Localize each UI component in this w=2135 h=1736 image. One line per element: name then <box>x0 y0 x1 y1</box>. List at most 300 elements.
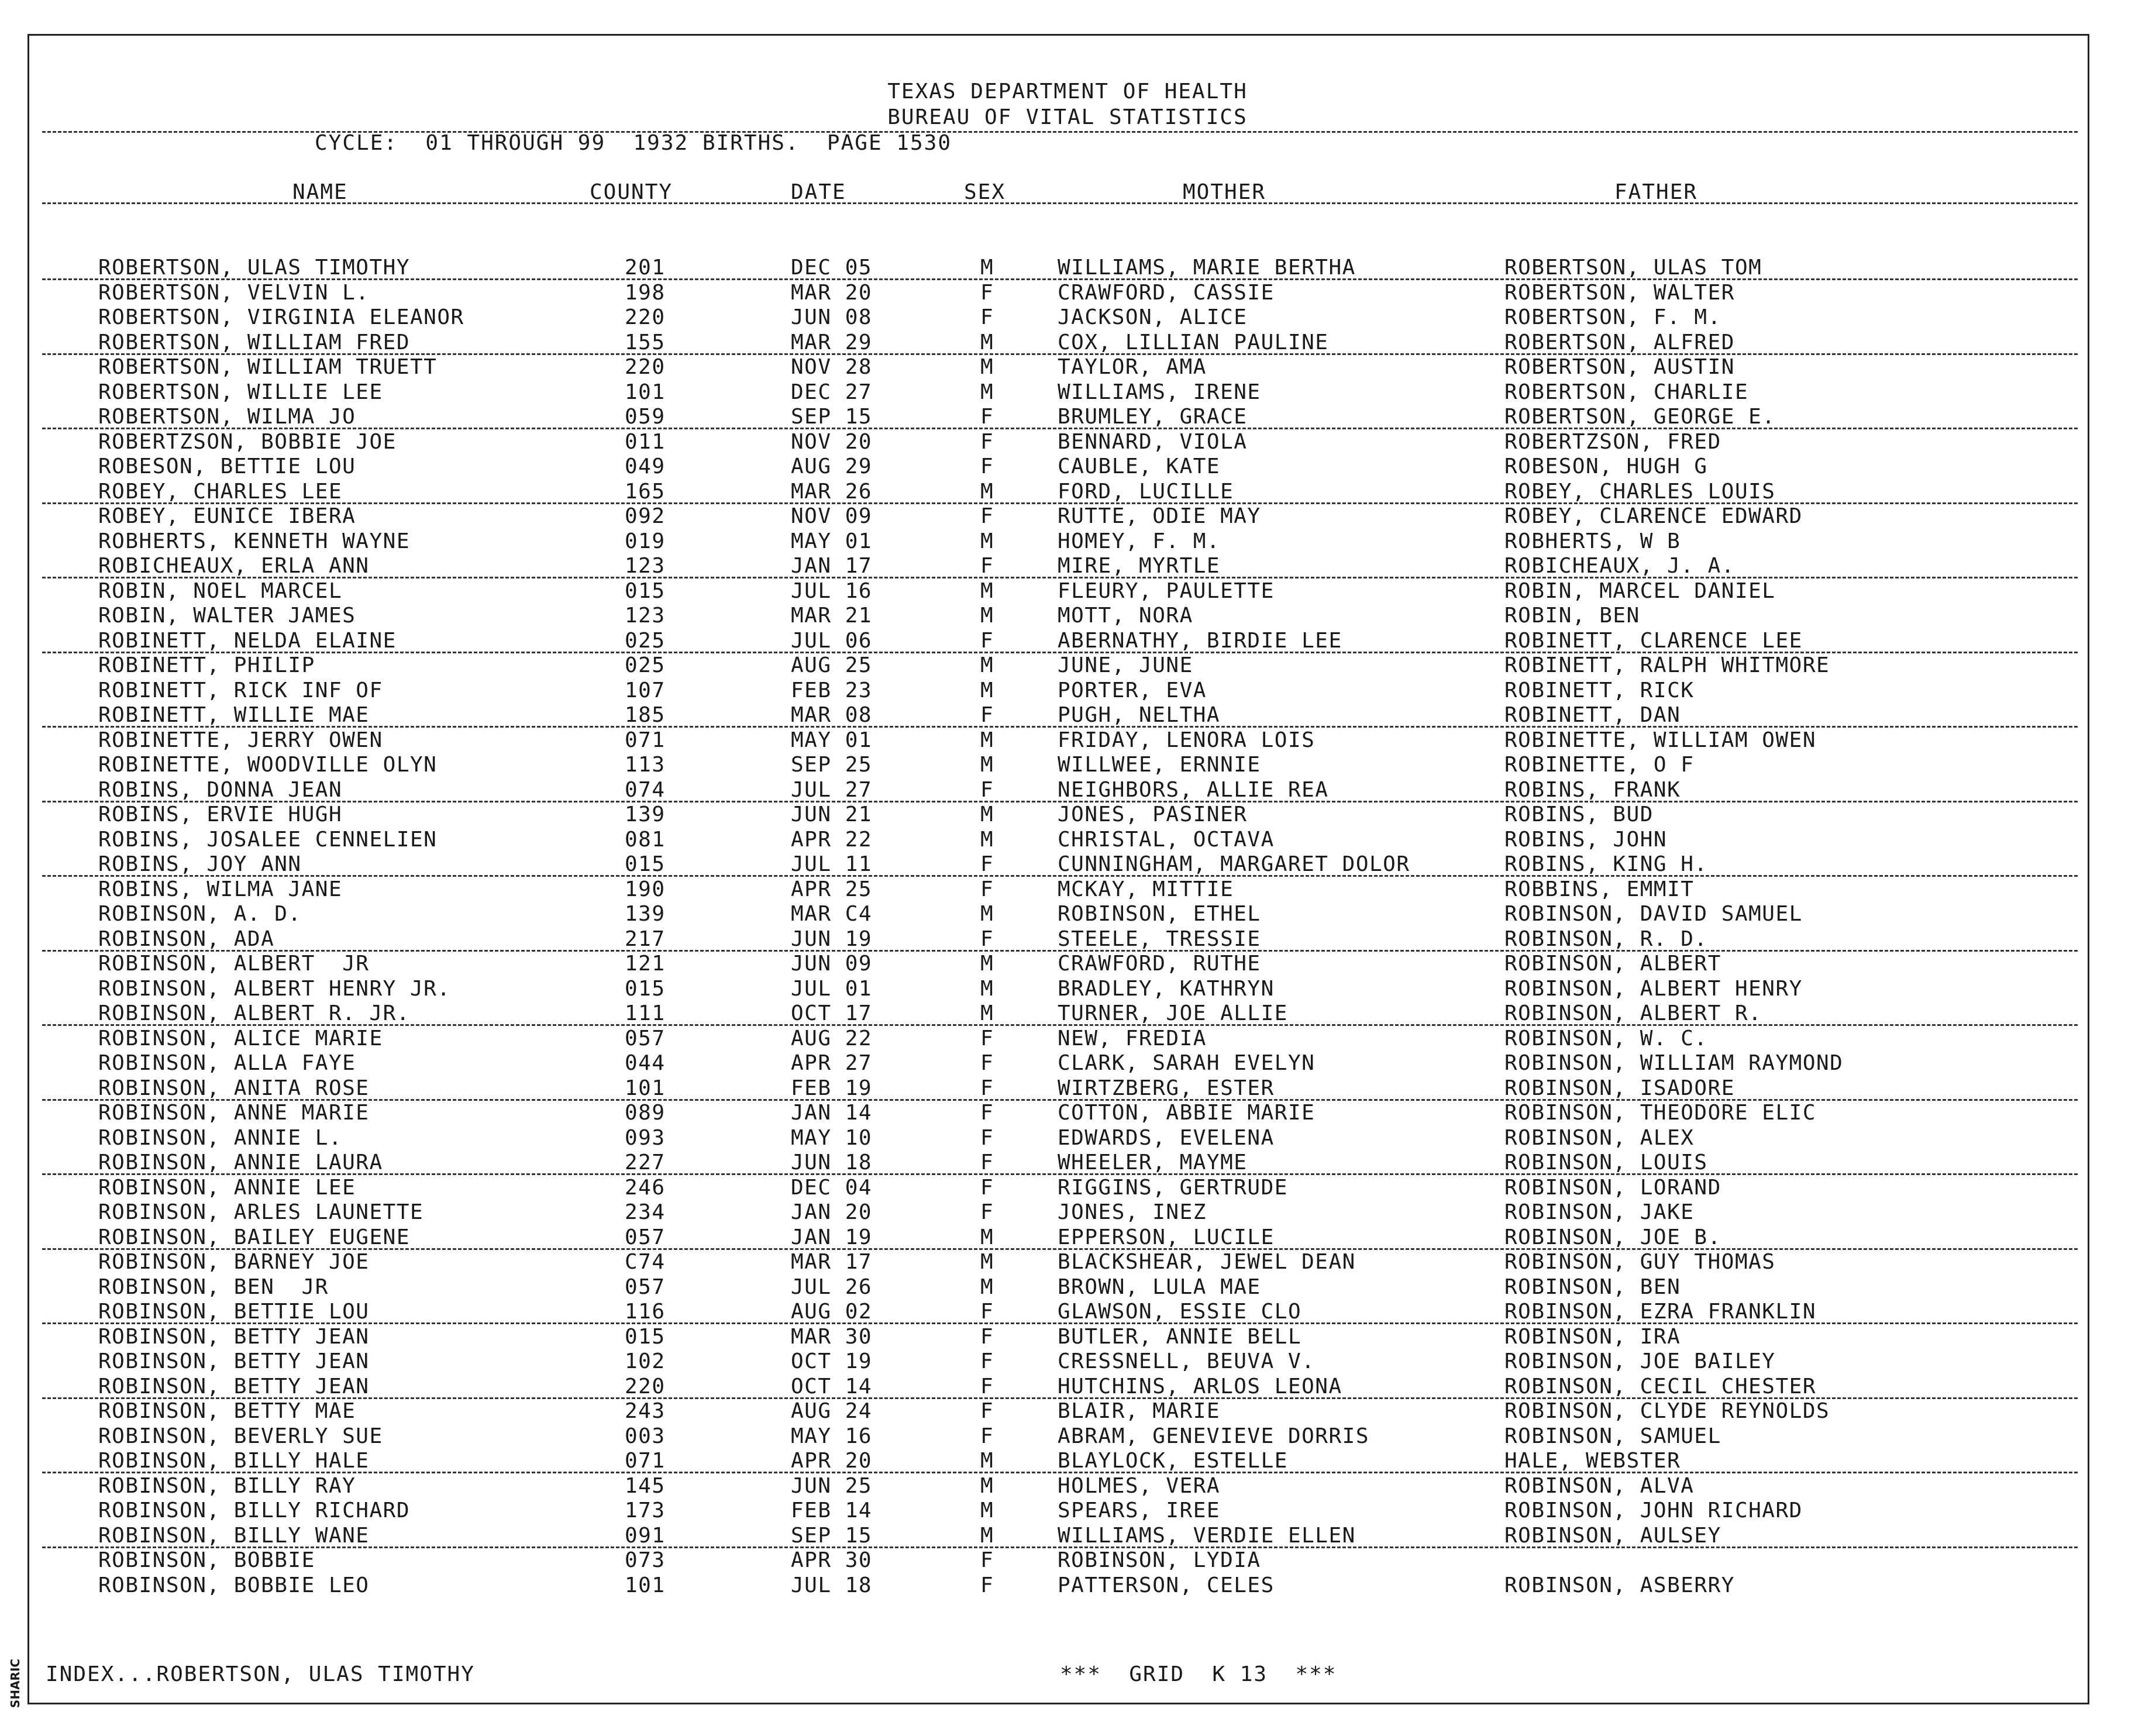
record-name: ROBINSON, ANNIE L. <box>98 1125 343 1150</box>
record-date: APR 22 <box>791 827 873 852</box>
record-name: ROBHERTS, KENNETH WAYNE <box>98 529 410 553</box>
record-mother: ROBINSON, LYDIA <box>1058 1548 1261 1572</box>
record-mother: BLAYLOCK, ESTELLE <box>1058 1449 1288 1473</box>
record-mother: PATTERSON, CELES <box>1058 1573 1275 1597</box>
record-sex: F <box>980 1125 994 1150</box>
record-date: MAY 01 <box>791 529 873 553</box>
record-county: 123 <box>625 554 666 578</box>
record-row <box>0 777 2135 802</box>
record-county: 246 <box>625 1175 666 1200</box>
record-father: ROBINETTE, WILLIAM OWEN <box>1504 728 1816 752</box>
record-date: FEB 19 <box>791 1076 873 1100</box>
record-date: NOV 09 <box>791 504 873 528</box>
record-county: 073 <box>625 1548 666 1572</box>
record-date: JUN 18 <box>791 1151 873 1174</box>
record-sex: F <box>980 628 994 653</box>
record-mother: BROWN, LULA MAE <box>1058 1275 1261 1299</box>
record-father: ROBINSON, JAKE <box>1504 1200 1695 1224</box>
record-mother: BENNARD, VIOLA <box>1058 429 1248 454</box>
record-row <box>0 354 2135 380</box>
record-sex: M <box>980 976 994 1001</box>
record-row <box>0 1473 2135 1499</box>
record-father: ROBERTSON, CHARLIE <box>1504 380 1749 404</box>
record-father: ROBINSON, AULSEY <box>1504 1523 1721 1548</box>
record-row <box>0 429 2135 454</box>
record-name: ROBINS, DONNA JEAN <box>98 777 343 802</box>
record-sex: M <box>980 578 994 603</box>
record-row <box>0 1374 2135 1399</box>
record-county: 081 <box>625 827 666 852</box>
record-sex: F <box>980 1300 994 1324</box>
record-row <box>0 479 2135 504</box>
side-stamp-text: SHARIC <box>8 1658 22 1709</box>
record-sex: F <box>980 852 994 876</box>
record-mother: BLAIR, MARIE <box>1058 1399 1221 1423</box>
record-sex: M <box>980 728 994 752</box>
record-sex: M <box>980 355 994 379</box>
record-father: ROBERTSON, WALTER <box>1504 280 1735 305</box>
record-father: ROBERTSON, ULAS TOM <box>1504 256 1762 280</box>
record-date: FEB 14 <box>791 1499 873 1523</box>
record-father: ROBINETT, RICK <box>1504 678 1695 702</box>
record-date: AUG 29 <box>791 454 873 478</box>
record-row <box>0 1424 2135 1449</box>
record-mother: JONES, PASINER <box>1058 802 1248 826</box>
record-row <box>0 603 2135 628</box>
record-mother: JONES, INEZ <box>1058 1200 1207 1224</box>
record-date: OCT 19 <box>791 1349 873 1373</box>
record-name: ROBEY, EUNICE IBERA <box>98 504 356 528</box>
record-mother: ROBINSON, ETHEL <box>1058 902 1261 926</box>
record-date: JUN 21 <box>791 802 873 826</box>
record-mother: JUNE, JUNE <box>1058 653 1193 677</box>
record-name: ROBINS, ERVIE HUGH <box>98 802 343 826</box>
record-county: 111 <box>625 1001 666 1025</box>
record-name: ROBINSON, ANNE MARIE <box>98 1101 370 1125</box>
record-row <box>0 1299 2135 1324</box>
record-county: 201 <box>625 256 666 280</box>
record-county: 116 <box>625 1300 666 1324</box>
record-mother: WILLIAMS, MARIE BERTHA <box>1058 256 1356 280</box>
record-row <box>0 1324 2135 1349</box>
record-date: MAR 21 <box>791 604 873 628</box>
record-date: JUL 01 <box>791 976 873 1001</box>
record-date: MAR 20 <box>791 280 873 305</box>
record-sex: F <box>980 1324 994 1349</box>
record-father: ROBINSON, LOUIS <box>1504 1151 1708 1174</box>
record-name: ROBINSON, BETTY JEAN <box>98 1324 370 1349</box>
record-county: 190 <box>625 877 666 901</box>
record-mother: BUTLER, ANNIE BELL <box>1058 1324 1302 1349</box>
record-mother: FORD, LUCILLE <box>1058 479 1234 504</box>
record-mother: EDWARDS, EVELENA <box>1058 1125 1275 1150</box>
record-sex: F <box>980 1200 994 1224</box>
record-father: ROBERTSON, F. M. <box>1504 305 1721 329</box>
record-father: ROBINSON, CLYDE REYNOLDS <box>1504 1399 1830 1423</box>
record-sex: F <box>980 877 994 901</box>
record-date: AUG 24 <box>791 1399 873 1423</box>
record-sex: M <box>980 678 994 702</box>
record-father: ROBINSON, ALEX <box>1504 1125 1695 1150</box>
record-name: ROBERTSON, VIRGINIA ELEANOR <box>98 305 464 329</box>
record-date: DEC 04 <box>791 1175 873 1200</box>
record-date: MAR 30 <box>791 1324 873 1349</box>
record-sex: M <box>980 1275 994 1299</box>
record-sex: F <box>980 1399 994 1423</box>
record-county: 011 <box>625 429 666 454</box>
record-sex: M <box>980 479 994 504</box>
record-sex: F <box>980 280 994 305</box>
record-mother: SPEARS, IREE <box>1058 1499 1221 1523</box>
record-name: ROBEY, CHARLES LEE <box>98 479 343 504</box>
record-date: DEC 27 <box>791 380 873 404</box>
record-county: 185 <box>625 703 666 727</box>
record-sex: F <box>980 554 994 578</box>
record-sex: F <box>980 1051 994 1075</box>
record-sex: M <box>980 1001 994 1025</box>
record-sex: F <box>980 429 994 454</box>
record-name: ROBINSON, BETTY MAE <box>98 1399 356 1423</box>
bureau-title: BUREAU OF VITAL STATISTICS <box>887 105 1248 129</box>
record-county: 220 <box>625 305 666 329</box>
record-name: ROBERTSON, WILLIAM TRUETT <box>98 355 438 379</box>
record-mother: CUNNINGHAM, MARGARET DOLOR <box>1058 852 1410 876</box>
record-name: ROBINS, JOSALEE CENNELIEN <box>98 827 438 852</box>
record-name: ROBINSON, ANITA ROSE <box>98 1076 370 1100</box>
record-sex: F <box>980 1374 994 1399</box>
record-father: ROBIN, BEN <box>1504 604 1640 628</box>
record-county: 217 <box>625 926 666 951</box>
record-row <box>0 1125 2135 1151</box>
record-row <box>0 529 2135 554</box>
record-row <box>0 1076 2135 1101</box>
record-county: 074 <box>625 777 666 802</box>
record-father: ROBINS, JOHN <box>1504 827 1668 852</box>
record-sex: F <box>980 1424 994 1448</box>
record-mother: RUTTE, ODIE MAY <box>1058 504 1261 528</box>
record-sex: F <box>980 926 994 951</box>
record-sex: M <box>980 827 994 852</box>
record-father: ROBINSON, EZRA FRANKLIN <box>1504 1300 1816 1324</box>
record-county: 139 <box>625 902 666 926</box>
record-father: ROBINSON, LORAND <box>1504 1175 1721 1200</box>
record-name: ROBINSON, ANNIE LEE <box>98 1175 356 1200</box>
record-county: 015 <box>625 1324 666 1349</box>
record-name: ROBINSON, A. D. <box>98 902 302 926</box>
record-date: JUL 16 <box>791 578 873 603</box>
record-father: ROBINSON, CECIL CHESTER <box>1504 1374 1816 1399</box>
record-sex: M <box>980 1523 994 1548</box>
record-mother: EPPERSON, LUCILE <box>1058 1225 1275 1249</box>
record-date: JAN 17 <box>791 554 873 578</box>
record-date: JAN 14 <box>791 1101 873 1125</box>
record-county: 198 <box>625 280 666 305</box>
record-father: ROBBINS, EMMIT <box>1504 877 1695 901</box>
record-county: 107 <box>625 678 666 702</box>
record-sex: M <box>980 902 994 926</box>
record-name: ROBERTZSON, BOBBIE JOE <box>98 429 397 454</box>
record-sex: F <box>980 504 994 528</box>
record-county: 220 <box>625 355 666 379</box>
record-father: ROBESON, HUGH G <box>1504 454 1708 478</box>
record-row <box>0 702 2135 728</box>
record-father: ROBERTSON, AUSTIN <box>1504 355 1735 379</box>
record-father: ROBINSON, SAMUEL <box>1504 1424 1721 1448</box>
record-county: 093 <box>625 1125 666 1150</box>
record-county: 057 <box>625 1275 666 1299</box>
record-father: ROBINSON, JOE B. <box>1504 1225 1721 1249</box>
record-sex: F <box>980 305 994 329</box>
record-row <box>0 1150 2135 1175</box>
record-mother: COTTON, ABBIE MARIE <box>1058 1101 1316 1125</box>
record-county: 071 <box>625 1449 666 1473</box>
record-date: JUL 26 <box>791 1275 873 1299</box>
record-father: ROBINS, FRANK <box>1504 777 1681 802</box>
record-mother: WILLIAMS, VERDIE ELLEN <box>1058 1523 1356 1548</box>
record-county: 025 <box>625 653 666 677</box>
column-header-sex: SEX <box>964 180 1006 204</box>
record-father: ROBINSON, ISADORE <box>1504 1076 1735 1100</box>
record-date: MAR 29 <box>791 330 873 354</box>
record-county: 092 <box>625 504 666 528</box>
record-name: ROBERTSON, WILLIE LEE <box>98 380 383 404</box>
record-row <box>0 504 2135 529</box>
record-father: ROBINSON, GUY THOMAS <box>1504 1250 1776 1274</box>
record-date: MAR 26 <box>791 479 873 504</box>
record-name: ROBIN, NOEL MARCEL <box>98 578 343 603</box>
record-row <box>0 752 2135 777</box>
record-date: MAY 16 <box>791 1424 873 1448</box>
record-county: 057 <box>625 1225 666 1249</box>
record-date: APR 27 <box>791 1051 873 1075</box>
record-date: JUN 09 <box>791 952 873 976</box>
record-mother: BRADLEY, KATHRYN <box>1058 976 1275 1001</box>
record-county: 003 <box>625 1424 666 1448</box>
record-date: JUL 06 <box>791 628 873 653</box>
record-row <box>0 976 2135 1001</box>
record-date: JUL 11 <box>791 852 873 876</box>
record-row <box>0 1498 2135 1523</box>
record-sex: F <box>980 1076 994 1100</box>
record-sex: F <box>980 777 994 802</box>
record-row <box>0 553 2135 578</box>
record-name: ROBINSON, BILLY RICHARD <box>98 1499 410 1523</box>
record-father: HALE, WEBSTER <box>1504 1449 1681 1473</box>
record-mother: COX, LILLIAN PAULINE <box>1058 330 1329 354</box>
record-name: ROBESON, BETTIE LOU <box>98 454 356 478</box>
record-name: ROBINETT, PHILIP <box>98 653 315 677</box>
record-row <box>0 1523 2135 1548</box>
record-date: MAY 01 <box>791 728 873 752</box>
record-sex: M <box>980 653 994 677</box>
record-county: 015 <box>625 852 666 876</box>
record-father: ROBINETT, DAN <box>1504 703 1681 727</box>
record-father: ROBEY, CHARLES LOUIS <box>1504 479 1776 504</box>
record-county: 139 <box>625 802 666 826</box>
record-name: ROBINS, WILMA JANE <box>98 877 343 901</box>
record-row <box>0 951 2135 976</box>
record-sex: M <box>980 604 994 628</box>
record-county: 102 <box>625 1349 666 1373</box>
record-father: ROBINSON, WILLIAM RAYMOND <box>1504 1051 1844 1075</box>
record-row <box>0 827 2135 852</box>
record-date: DEC 05 <box>791 256 873 280</box>
department-title: TEXAS DEPARTMENT OF HEALTH <box>887 80 1248 104</box>
record-father: ROBHERTS, W B <box>1504 529 1681 553</box>
record-father: ROBINSON, IRA <box>1504 1324 1681 1349</box>
record-row <box>0 1100 2135 1125</box>
record-date: APR 20 <box>791 1449 873 1473</box>
record-row <box>0 280 2135 305</box>
record-county: C74 <box>625 1250 666 1274</box>
record-name: ROBINETT, WILLIE MAE <box>98 703 370 727</box>
record-name: ROBINSON, BILLY WANE <box>98 1523 370 1548</box>
record-name: ROBINSON, ALBERT JR <box>98 952 370 976</box>
column-header-mother: MOTHER <box>1183 180 1266 204</box>
record-county: 059 <box>625 405 666 429</box>
record-county: 025 <box>625 628 666 653</box>
record-name: ROBINETTE, WOODVILLE OLYN <box>98 753 438 777</box>
record-father: ROBINETTE, O F <box>1504 753 1695 777</box>
record-father: ROBINSON, ALBERT R. <box>1504 1001 1762 1025</box>
record-father: ROBINSON, ALBERT <box>1504 952 1721 976</box>
record-mother: HUTCHINS, ARLOS LEONA <box>1058 1374 1342 1399</box>
record-sex: F <box>980 1151 994 1174</box>
record-sex: M <box>980 256 994 280</box>
record-date: MAY 10 <box>791 1125 873 1150</box>
record-mother: ABRAM, GENEVIEVE DORRIS <box>1058 1424 1369 1448</box>
record-mother: NEW, FREDIA <box>1058 1026 1207 1050</box>
record-date: NOV 28 <box>791 355 873 379</box>
record-mother: HOMEY, F. M. <box>1058 529 1221 553</box>
record-row <box>0 454 2135 479</box>
record-father: ROBINSON, JOHN RICHARD <box>1504 1499 1803 1523</box>
column-header-date: DATE <box>791 180 846 204</box>
record-county: 015 <box>625 976 666 1001</box>
record-row <box>0 1399 2135 1424</box>
record-sex: M <box>980 1499 994 1523</box>
record-date: MAR C4 <box>791 902 873 926</box>
record-date: AUG 22 <box>791 1026 873 1050</box>
record-row <box>0 901 2135 926</box>
record-date: SEP 25 <box>791 753 873 777</box>
record-name: ROBINSON, BILLY HALE <box>98 1449 370 1473</box>
record-mother: CAUBLE, KATE <box>1058 454 1221 478</box>
record-row <box>0 1050 2135 1076</box>
record-name: ROBINSON, BAILEY EUGENE <box>98 1225 410 1249</box>
record-county: 101 <box>625 1076 666 1100</box>
record-row <box>0 877 2135 902</box>
record-name: ROBINSON, BOBBIE <box>98 1548 315 1572</box>
record-father: ROBINS, BUD <box>1504 802 1654 826</box>
record-row <box>0 578 2135 604</box>
record-sex: M <box>980 330 994 354</box>
record-county: 071 <box>625 728 666 752</box>
record-mother: TURNER, JOE ALLIE <box>1058 1001 1288 1025</box>
record-row <box>0 1275 2135 1300</box>
record-sex: M <box>980 753 994 777</box>
record-father: ROBERTSON, ALFRED <box>1504 330 1735 354</box>
record-name: ROBINSON, BOBBIE LEO <box>98 1573 370 1597</box>
record-mother: STEELE, TRESSIE <box>1058 926 1261 951</box>
record-father: ROBINSON, R. D. <box>1504 926 1708 951</box>
record-county: 015 <box>625 578 666 603</box>
cycle-line: CYCLE: 01 THROUGH 99 1932 BIRTHS. PAGE 1530 <box>315 131 952 155</box>
record-name: ROBINSON, BARNEY JOE <box>98 1250 370 1274</box>
record-row <box>0 926 2135 952</box>
record-father: ROBINSON, THEODORE ELIC <box>1504 1101 1816 1125</box>
grid-footer: *** GRID K 13 *** <box>1060 1662 1337 1686</box>
record-county: 044 <box>625 1051 666 1075</box>
record-row <box>0 802 2135 827</box>
record-date: APR 25 <box>791 877 873 901</box>
record-sex: F <box>980 1026 994 1050</box>
record-name: ROBINETT, RICK INF OF <box>98 678 383 702</box>
record-county: 123 <box>625 604 666 628</box>
record-row <box>0 1001 2135 1026</box>
record-row <box>0 330 2135 355</box>
record-date: JAN 19 <box>791 1225 873 1249</box>
index-footer: INDEX...ROBERTSON, ULAS TIMOTHY <box>46 1662 475 1686</box>
record-mother: NEIGHBORS, ALLIE REA <box>1058 777 1329 802</box>
record-father: ROBINSON, ALBERT HENRY <box>1504 976 1803 1001</box>
record-mother: CRAWFORD, RUTHE <box>1058 952 1261 976</box>
record-date: AUG 25 <box>791 653 873 677</box>
record-sex: M <box>980 1473 994 1498</box>
record-date: AUG 02 <box>791 1300 873 1324</box>
record-sex: M <box>980 1225 994 1249</box>
record-county: 173 <box>625 1499 666 1523</box>
record-mother: MCKAY, MITTIE <box>1058 877 1234 901</box>
record-mother: CRESSNELL, BEUVA V. <box>1058 1349 1316 1373</box>
record-date: MAR 17 <box>791 1250 873 1274</box>
record-father: ROBINSON, ASBERRY <box>1504 1573 1735 1597</box>
record-sex: F <box>980 405 994 429</box>
record-date: OCT 14 <box>791 1374 873 1399</box>
record-name: ROBIN, WALTER JAMES <box>98 604 356 628</box>
record-name: ROBINSON, ALICE MARIE <box>98 1026 383 1050</box>
record-name: ROBINSON, ALBERT R. JR. <box>98 1001 410 1025</box>
record-name: ROBINSON, BETTY JEAN <box>98 1349 370 1373</box>
record-date: APR 30 <box>791 1548 873 1572</box>
record-row <box>0 728 2135 753</box>
record-date: JUN 25 <box>791 1473 873 1498</box>
record-mother: HOLMES, VERA <box>1058 1473 1221 1498</box>
record-mother: BRUMLEY, GRACE <box>1058 405 1248 429</box>
record-name: ROBINSON, ALBERT HENRY JR. <box>98 976 451 1001</box>
record-mother: RIGGINS, GERTRUDE <box>1058 1175 1288 1200</box>
record-father: ROBERTSON, GEORGE E. <box>1504 405 1776 429</box>
record-mother: WIRTZBERG, ESTER <box>1058 1076 1275 1100</box>
record-name: ROBINETTE, JERRY OWEN <box>98 728 383 752</box>
record-row <box>0 380 2135 405</box>
record-sex: F <box>980 1548 994 1572</box>
record-name: ROBERTSON, WILLIAM FRED <box>98 330 410 354</box>
record-mother: MIRE, MYRTLE <box>1058 554 1221 578</box>
record-mother: WHEELER, MAYME <box>1058 1151 1248 1174</box>
record-date: JUL 18 <box>791 1573 873 1597</box>
record-mother: ABERNATHY, BIRDIE LEE <box>1058 628 1342 653</box>
record-county: 165 <box>625 479 666 504</box>
record-county: 089 <box>625 1101 666 1125</box>
record-row <box>0 1175 2135 1200</box>
record-father: ROBEY, CLARENCE EDWARD <box>1504 504 1803 528</box>
record-row <box>0 305 2135 330</box>
record-county: 227 <box>625 1151 666 1174</box>
record-name: ROBINETT, NELDA ELAINE <box>98 628 397 653</box>
record-date: MAR 08 <box>791 703 873 727</box>
record-mother: GLAWSON, ESSIE CLO <box>1058 1300 1302 1324</box>
